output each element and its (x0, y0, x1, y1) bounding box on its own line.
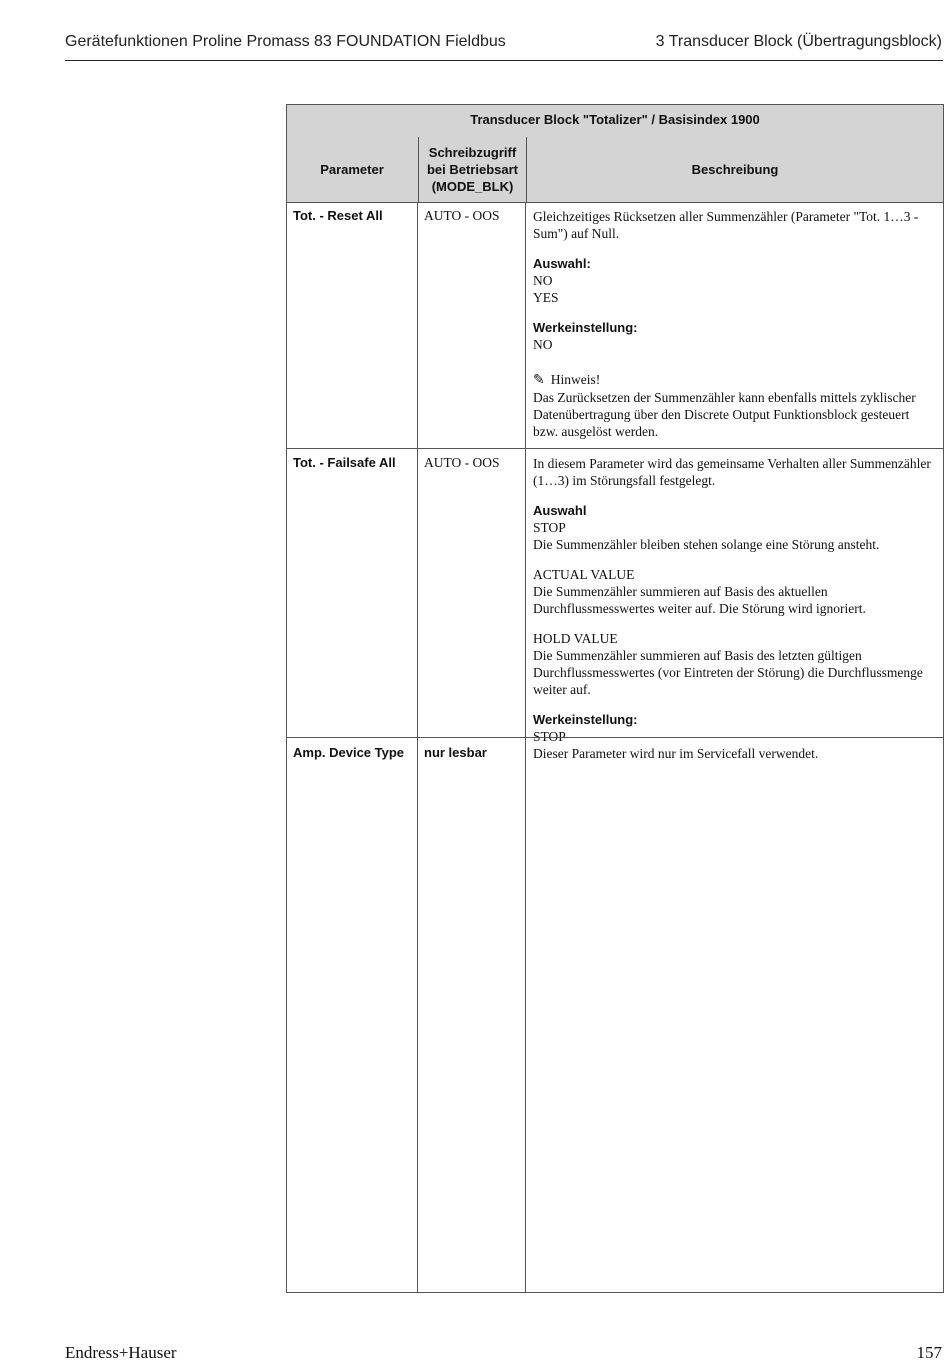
column-divider (525, 202, 526, 1292)
footer-company: Endress+Hauser (65, 1343, 177, 1362)
selection-option: HOLD VALUE (533, 631, 618, 646)
table-title: Transducer Block "Totalizer" / Basisindex 1900 (287, 105, 943, 137)
parameter-description (533, 208, 937, 453)
pencil-icon: ✎ (533, 372, 545, 388)
row-divider (287, 737, 943, 738)
column-header-access (418, 137, 526, 202)
column-header-parameter: Parameter (320, 162, 384, 177)
selection-option: STOP (533, 520, 566, 535)
write-access: nur lesbar (424, 745, 487, 760)
column-header-access-line2: bei Betriebsart (426, 162, 519, 177)
selection-label: Auswahl: (533, 256, 591, 271)
description-text: Dieser Parameter wird nur im Servicefall verwendet. (533, 746, 819, 761)
column-header-description: Beschreibung (526, 137, 943, 202)
option-description: Die Summenzähler bleiben stehen solange eine Störung ansteht. (533, 537, 880, 552)
column-header-access-line3: (MODE_BLK) (431, 179, 514, 194)
running-header-title: Gerätefunktionen Proline Promass 83 FOUNDATION Fieldbus (65, 33, 506, 50)
selection-option: NO (533, 273, 553, 288)
selection-option: ACTUAL VALUE (533, 567, 635, 582)
description-text: Gleichzeitiges Rücksetzen aller Summenzähler (Parameter "Tot. 1…3 - Sum") auf Null. (533, 209, 919, 241)
option-description: Die Summenzähler summieren auf Basis des aktuellen Durchflussmesswertes weiter auf. Die Störung wird ignoriert. (533, 584, 866, 616)
parameter-description (533, 455, 937, 758)
default-value: NO (533, 337, 553, 352)
page-number: 157 (916, 1343, 942, 1362)
default-label: Werkeinstellung: (533, 320, 638, 335)
note-label: Hinweis! (550, 372, 601, 387)
default-label: Werkeinstellung: (533, 712, 638, 727)
parameter-name: Amp. Device Type (293, 745, 405, 760)
column-header-access-line1: Schreibzugriff (428, 145, 517, 160)
option-description: Die Summenzähler summieren auf Basis des letzten gültigen Durchflussmesswertes (vor Eintreten der Störung) die Durchflussmenge weiter auf. (533, 648, 923, 697)
note-text: Das Zurücksetzen der Summenzähler kann ebenfalls mittels zyklischer Datenübertragung über den Discrete Output Funktionsblock gesteuert bzw. ausgelöst werden. (533, 390, 916, 439)
running-header-section: 3 Transducer Block (Übertragungsblock) (655, 33, 942, 50)
default-value: STOP (533, 729, 566, 744)
write-access: AUTO - OOS (424, 455, 500, 470)
parameter-description (533, 745, 937, 775)
selection-option: YES (533, 290, 559, 305)
column-divider (417, 202, 418, 1292)
header-rule (65, 60, 943, 61)
parameter-name: Tot. - Failsafe All (293, 455, 396, 470)
selection-label: Auswahl (533, 503, 587, 518)
row-divider (287, 448, 943, 449)
write-access: AUTO - OOS (424, 208, 500, 223)
description-text: In diesem Parameter wird das gemeinsame Verhalten aller Summenzähler (1…3) im Störungsfall festgelegt. (533, 456, 931, 488)
parameter-table (286, 104, 944, 1293)
parameter-name: Tot. - Reset All (293, 208, 383, 223)
table-header-row (287, 137, 943, 203)
